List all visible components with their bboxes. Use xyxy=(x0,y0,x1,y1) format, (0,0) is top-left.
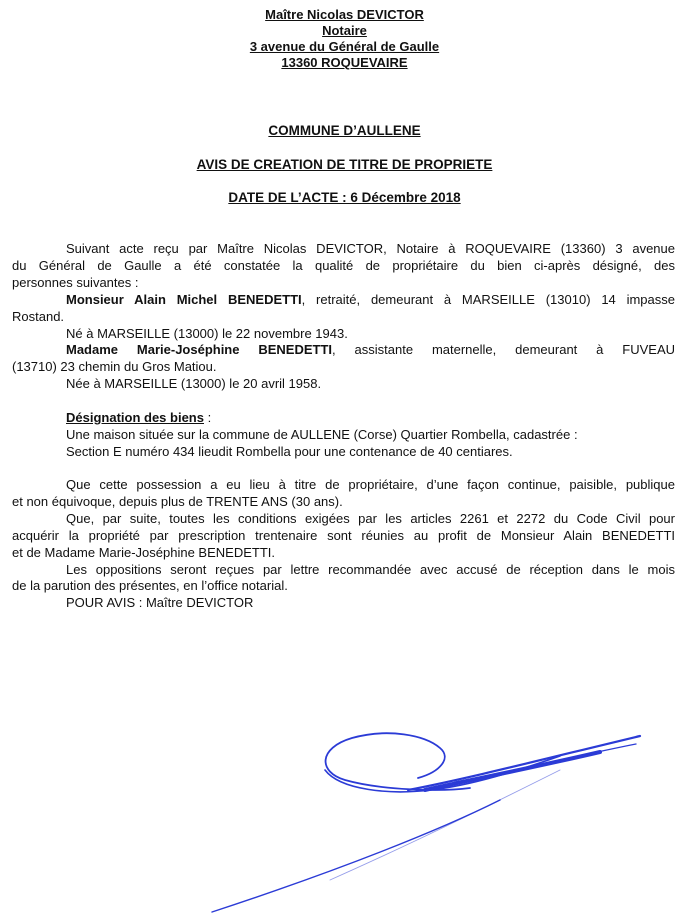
possession-line-1: Que cette possession a eu lieu à titre de propriétaire, d’une façon continue, paisible, publique xyxy=(66,477,675,492)
person2-birth: Née à MARSEILLE (13000) le 20 avril 1958. xyxy=(66,376,322,391)
designation-heading: Désignation des biens xyxy=(66,410,204,425)
intro-line-1: Suivant acte reçu par Maître Nicolas DEVICTOR, Notaire à ROQUEVAIRE (13360) 3 avenue xyxy=(66,241,675,256)
notary-address: 3 avenue du Général de Gaulle xyxy=(249,39,440,54)
designation-line-1: Une maison située sur la commune de AULLENE (Corse) Quartier Rombella, cadastrée : xyxy=(66,427,578,442)
person2-name: Madame Marie-Joséphine BENEDETTI xyxy=(66,342,333,357)
oppositions-line-2: de la parution des présentes, en l’office notarial. xyxy=(12,578,288,593)
person1-details: , retraité, demeurant à MARSEILLE (13010) 14 impasse xyxy=(301,292,676,307)
possession-line-2: et non équivoque, depuis plus de TRENTE ANS (30 ans). xyxy=(12,494,343,509)
suite-line-1: Que, par suite, toutes les conditions exigées par les articles 2261 et 2272 du Code Civil pour xyxy=(66,511,675,526)
designation-line-2: Section E numéro 434 lieudit Rombella pour une contenance de 40 centiares. xyxy=(66,444,513,459)
suite-line-3: et de Madame Marie-Joséphine BENEDETTI. xyxy=(12,545,275,560)
intro-line-2: du Général de Gaulle a été constatée la qualité de propriétaire du bien ci-après désigné, des xyxy=(12,258,675,273)
avis-title: AVIS DE CREATION DE TITRE DE PROPRIETE xyxy=(196,157,493,172)
commune-title: COMMUNE D’AULLENE xyxy=(268,123,421,138)
notary-role: Notaire xyxy=(322,23,367,38)
signature-descender xyxy=(212,800,500,912)
signature-strokes xyxy=(212,733,640,912)
notary-name: Maître Nicolas DEVICTOR xyxy=(265,7,424,22)
intro-line-3: personnes suivantes : xyxy=(12,275,139,290)
suite-line-2: acquérir la propriété par prescription trentenaire sont réunies au profit de Monsieur Alain BENEDETTI xyxy=(12,528,675,543)
oppositions-line-1: Les oppositions seront reçues par lettre recommandée avec accusé de réception dans le mois xyxy=(66,562,675,577)
person2-details: , assistante maternelle, demeurant à FUVEAU xyxy=(332,342,676,357)
person1-name: Monsieur Alain Michel BENEDETTI xyxy=(66,292,302,307)
person1-line-2: Rostand. xyxy=(12,309,65,324)
person1-birth: Né à MARSEILLE (13000) le 22 novembre 1943. xyxy=(66,326,348,341)
person2-line-2: (13710) 23 chemin du Gros Matiou. xyxy=(12,359,217,374)
closing-line: POUR AVIS : Maître DEVICTOR xyxy=(66,595,254,610)
designation-heading-suffix: : xyxy=(203,410,212,425)
notary-city: 13360 ROQUEVAIRE xyxy=(281,55,408,70)
signature-upper-line xyxy=(455,744,636,782)
date-title: DATE DE L’ACTE : 6 Décembre 2018 xyxy=(228,190,461,205)
